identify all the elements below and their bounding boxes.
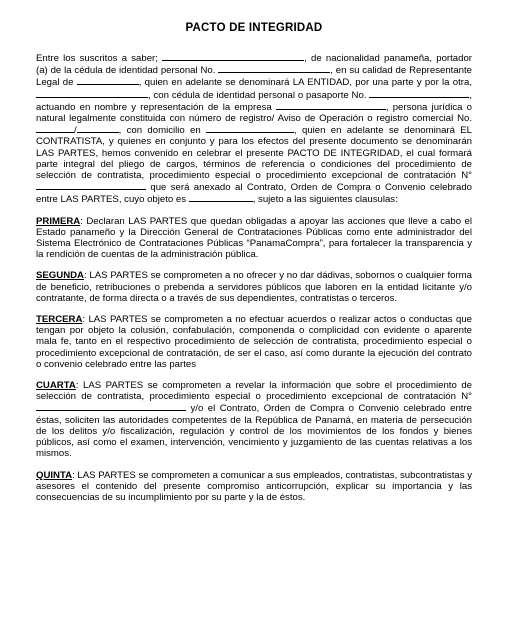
clause-text: : Declaran LAS PARTES que quedan obligadas a apoyar las acciones que lleve a cabo el Estado panameño y la Dirección General de Contrataciones Públicas como ente administrador del Sistema Electrónico de Contrataciones Públicas “PanamaCompra”, para fortalecer la transparencia y la rendición de cuentas de la administración pública. [36, 215, 472, 261]
clause-text: : LAS PARTES se comprometen a revelar la información que sobre el procedimiento de selección de contratista, procedimiento especial o procedimiento excepcional de contratación N° [36, 380, 472, 403]
clause-cuarta [36, 380, 472, 459]
intro-text: Entre los suscritos a saber; [36, 53, 158, 64]
clause-tercera [36, 314, 472, 370]
company-blank [276, 101, 386, 110]
clause-heading: SEGUNDA [36, 270, 84, 282]
clause-heading: QUINTA [36, 469, 73, 481]
clause-segunda [36, 270, 472, 304]
object-blank [189, 193, 253, 202]
intro-text: que será anexado al Contrato, Orden de Compra o Convenio celebrado entre LAS PARTES, cuyo objeto es [36, 182, 472, 206]
intro-text: , actuando en nombre y representación de la empresa [36, 89, 472, 113]
intro-text: , con domicilio en [118, 125, 201, 137]
intro-text: , quien en adelante se denominará EL CONTRATISTA, y quienes en conjunto y para los efectos del presente documento se denominarán LAS PARTES, hemos convenido en celebrar el presente PACTO DE INTEGRIDAD, el cual formará parte integral del pliego de cargos, términos de referencia o condiciones del procedimiento de selección de contratista, procedimiento especial o procedimiento excepcional de contratación N° [36, 125, 473, 182]
clause-heading: CUARTA [36, 380, 76, 392]
procedure-number-blank [36, 402, 186, 411]
clause-text: y/o el Contrato, Orden de Compra o Convenio celebrado entre éstas, soliciten las autoridades competentes de la República de Panamá, en materia de persecución de los delitos y/o fiscalización, regulación y control de los movimientos de los fondos y bienes públicos, así como el examen, intervención, vencimiento y juzgamiento de las cuentas relativas a los mismos. [36, 403, 472, 460]
intro-text: / [74, 125, 77, 137]
passport-blank [369, 89, 469, 98]
document-title: PACTO DE INTEGRIDAD [185, 22, 323, 34]
clause-text: : LAS PARTES se comprometen a no efectuar acuerdos o realizar actos o conductas que tengan por objeto la colusión, confabulación, componenda o complicidad con evidente o aparente mala fe, tanto en el respectivo procedimiento de selección de contratista, procedimiento especial o procedimiento excepcional de contratación, de ser el caso, así como durante la ejecución del contrato o convenio celebrado entre las partes [36, 314, 472, 370]
clause-primera [36, 216, 472, 261]
clause-heading: PRIMERA [36, 215, 81, 227]
registry-blank [36, 124, 74, 133]
id-number-blank [218, 64, 330, 73]
intro-text: , con cédula de identidad personal o pasaporte No. [148, 89, 367, 101]
registry-blank [77, 124, 119, 133]
clause-quinta [36, 470, 472, 504]
procedure-number-blank [36, 181, 146, 190]
name-blank [162, 52, 304, 61]
intro-text: , en su calidad de Representante Legal de [36, 65, 472, 89]
intro-text: , quien en adelante se denominará LA ENTIDAD, por una parte y por la otra, [138, 77, 472, 89]
clause-text: : LAS PARTES se comprometen a no ofrecer y no dar dádivas, sobornos o cualquier forma de beneficio, retribuciones o prebenda a servidores públicos que laboren en la entidad licitante y/o contratante, de forma directa o a través de sus dependientes, contratistas o terceros. [36, 270, 472, 304]
clause-heading: TERCERA [36, 314, 83, 326]
entity-blank [77, 76, 139, 85]
intro-paragraph [36, 52, 472, 206]
contractor-name-blank [36, 89, 148, 98]
clause-text: : LAS PARTES se comprometen a comunicar a sus empleados, contratistas, subcontratistas y asesores el contenido del presente compromiso anticorrupción, explicar su importancia y las consecuencias de su incumplimiento por su parte y la de éstos. [36, 469, 472, 503]
intro-text: , persona jurídica o natural legalmente constituida con número de registro/ Aviso de Operación o registro comercial No. [36, 101, 472, 125]
intro-text: , sujeto a las siguientes clausulas: [252, 194, 398, 206]
intro-text: , de nacionalidad panameña, portador (a) de la cédula de identidad personal No. [36, 53, 472, 77]
address-blank [206, 124, 294, 133]
